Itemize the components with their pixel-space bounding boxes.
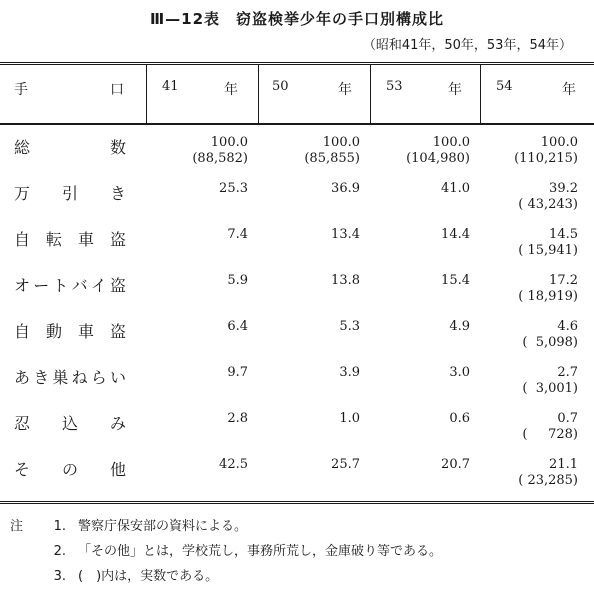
row-label-char: 数 <box>109 138 126 157</box>
row-label-char: み <box>109 414 126 433</box>
row-label-char: あ <box>14 368 31 387</box>
table-cell <box>227 365 248 381</box>
row-label-char: い <box>109 368 126 387</box>
cell-percent: 2.8 <box>227 411 248 426</box>
row-label-char: 盗 <box>109 322 126 341</box>
cell-percent: 100.0 <box>540 135 578 150</box>
table-cell <box>449 365 470 381</box>
footnote <box>10 564 442 589</box>
cell-percent: 9.7 <box>227 365 248 380</box>
table-cell <box>449 319 470 335</box>
row-label <box>14 273 126 296</box>
column-divider <box>480 65 481 123</box>
table-cell <box>441 227 470 243</box>
cell-percent: 14.4 <box>441 227 470 242</box>
row-label-char: 車 <box>77 322 94 341</box>
cell-percent: 5.9 <box>227 273 248 288</box>
table-cell <box>441 181 470 197</box>
row-label-char: ね <box>71 368 88 387</box>
table-cell <box>522 365 578 397</box>
table-cell <box>522 411 578 443</box>
table-row <box>0 131 594 177</box>
table-cell <box>219 181 248 197</box>
column-divider <box>370 65 371 123</box>
table-row <box>0 269 594 315</box>
cell-count: (85,855) <box>304 151 360 166</box>
table-cell <box>518 227 578 259</box>
cell-percent: 0.7 <box>557 411 578 426</box>
cell-percent: 6.4 <box>227 319 248 334</box>
cell-percent: 36.9 <box>331 181 360 196</box>
table-cell <box>192 135 248 167</box>
table-cell <box>518 181 578 213</box>
table-cell <box>227 411 248 427</box>
cell-percent: 17.2 <box>549 273 578 288</box>
cell-percent: 4.6 <box>557 319 578 334</box>
row-label-char: 忍 <box>14 414 31 433</box>
column-divider <box>146 65 147 123</box>
footnote-number: 3. <box>53 569 66 584</box>
row-label-char: 盗 <box>109 230 126 249</box>
table-row <box>0 177 594 223</box>
footnote <box>10 539 442 564</box>
table-cell <box>406 135 470 167</box>
row-label-char: 総 <box>14 138 31 157</box>
row-label <box>14 457 126 480</box>
row-label-char: 万 <box>14 184 31 203</box>
row-label-char: ー <box>33 276 50 295</box>
cell-percent: 7.4 <box>227 227 248 242</box>
cell-count: (104,980) <box>406 151 470 166</box>
header-divider <box>0 123 594 125</box>
cell-percent: 0.6 <box>449 411 470 426</box>
cell-count: ( 15,941) <box>518 243 578 258</box>
cell-percent: 20.7 <box>441 457 470 472</box>
table-cell <box>227 319 248 335</box>
table-cell <box>339 365 360 381</box>
cell-percent: 3.9 <box>339 365 360 380</box>
row-label-char: 自 <box>14 322 31 341</box>
row-label <box>14 365 126 388</box>
footnote <box>10 514 442 539</box>
table-cell <box>331 273 360 289</box>
row-label-char: そ <box>14 460 31 479</box>
row-label-char: 巣 <box>52 368 69 387</box>
row-label-char: 他 <box>109 460 126 479</box>
cell-count: ( 18,919) <box>518 289 578 304</box>
table-cell <box>331 457 360 473</box>
row-label-char: き <box>33 368 50 387</box>
row-label <box>14 319 126 342</box>
table-cell <box>518 273 578 305</box>
cell-percent: 100.0 <box>432 135 470 150</box>
cell-percent: 25.3 <box>219 181 248 196</box>
table-cell <box>339 319 360 335</box>
cell-percent: 13.8 <box>331 273 360 288</box>
cell-percent: 41.0 <box>441 181 470 196</box>
data-table: 手 口 41 年 50 年 53 年 54 年 総 数 100.0 (88,582) 100.0 (85,855) 100.0 (104,980) 100.0 (110,215) 万 引 き 25.3 36.9 41.0 39.2 ( 43,243) 自 転 車 盗 7.4 13.4 14.4 14.5 ( 15,941) オ ー ト バ イ 盗 5.9 13.8 15.4 17.2 ( 18,919) 自 動 車 盗 6.4 5.3 4.9 4.6 ( 5,098) あ き 巣 ね ら い 9.7 3.9 3.0 2.7 ( 3,001) 忍 込 み 2.8 1.0 0.6 0.7 ( 728) そ の 他 42.5 25.7 20.7 21.1 ( 23,285) <box>0 62 594 504</box>
table-cell <box>518 457 578 489</box>
cell-percent: 100.0 <box>210 135 248 150</box>
table-cell <box>219 457 248 473</box>
cell-percent: 25.7 <box>331 457 360 472</box>
table-title: Ⅲ—12表 窃盗検挙少年の手口別構成比 <box>149 10 445 28</box>
cell-percent: 4.9 <box>449 319 470 334</box>
row-label-char: 盗 <box>109 276 126 295</box>
row-label-char: 車 <box>77 230 94 249</box>
cell-count: ( 43,243) <box>518 197 578 212</box>
cell-percent: 2.7 <box>557 365 578 380</box>
cell-percent: 21.1 <box>549 457 578 472</box>
table-cell <box>331 227 360 243</box>
cell-percent: 39.2 <box>549 181 578 196</box>
cell-count: ( 23,285) <box>518 473 578 488</box>
cell-count: ( 5,098) <box>522 335 578 350</box>
header-label <box>14 79 124 99</box>
cell-percent: 13.4 <box>331 227 360 242</box>
footnotes <box>10 514 442 589</box>
cell-percent: 42.5 <box>219 457 248 472</box>
table-cell <box>304 135 360 167</box>
table-cell <box>339 411 360 427</box>
row-label-char: き <box>109 184 126 203</box>
table-cell <box>331 181 360 197</box>
table-subtitle: （昭和41年，50年，53年，54年） <box>362 38 572 53</box>
table-cell <box>522 319 578 351</box>
row-label-char: ら <box>90 368 107 387</box>
row-label-char: オ <box>14 276 31 295</box>
row-label-char: 動 <box>45 322 62 341</box>
footnote-number: 1. <box>53 519 66 534</box>
cell-percent: 3.0 <box>449 365 470 380</box>
table-row <box>0 223 594 269</box>
footnote-text: 「その他」とは，学校荒し，事務所荒し，金庫破り等である。 <box>78 544 443 559</box>
column-divider <box>258 65 259 123</box>
header-label-char: 口 <box>110 82 124 98</box>
footnote-head: 注 <box>10 519 24 534</box>
table-cell <box>514 135 578 167</box>
table-cell <box>441 273 470 289</box>
row-label-char: 引 <box>61 184 78 203</box>
cell-count: ( 3,001) <box>522 381 578 396</box>
header-label-char: 手 <box>14 82 28 98</box>
row-label-char: イ <box>90 276 107 295</box>
cell-count: ( 728) <box>522 427 578 442</box>
cell-percent: 15.4 <box>441 273 470 288</box>
table-cell <box>227 227 248 243</box>
row-label <box>14 227 126 250</box>
table-cell <box>227 273 248 289</box>
cell-percent: 14.5 <box>549 227 578 242</box>
row-label <box>14 181 126 204</box>
row-label <box>14 411 126 434</box>
row-label <box>14 135 126 158</box>
row-label-char: 込 <box>61 414 78 433</box>
cell-count: (110,215) <box>514 151 578 166</box>
cell-count: (88,582) <box>192 151 248 166</box>
table-cell <box>441 457 470 473</box>
table-row <box>0 453 594 499</box>
row-label-char: 自 <box>14 230 31 249</box>
row-label-char: バ <box>71 276 88 295</box>
table-cell <box>449 411 470 427</box>
footnote-number: 2. <box>53 544 66 559</box>
cell-percent: 100.0 <box>322 135 360 150</box>
footnote-text: ( )内は，実数である。 <box>78 569 219 584</box>
row-label-char: の <box>61 460 78 479</box>
cell-percent: 5.3 <box>339 319 360 334</box>
footnote-text: 警察庁保安部の資料による。 <box>78 519 248 534</box>
row-label-char: 転 <box>45 230 62 249</box>
table-row <box>0 361 594 407</box>
cell-percent: 1.0 <box>339 411 360 426</box>
table-row <box>0 315 594 361</box>
row-label-char: ト <box>52 276 69 295</box>
table-row <box>0 407 594 453</box>
